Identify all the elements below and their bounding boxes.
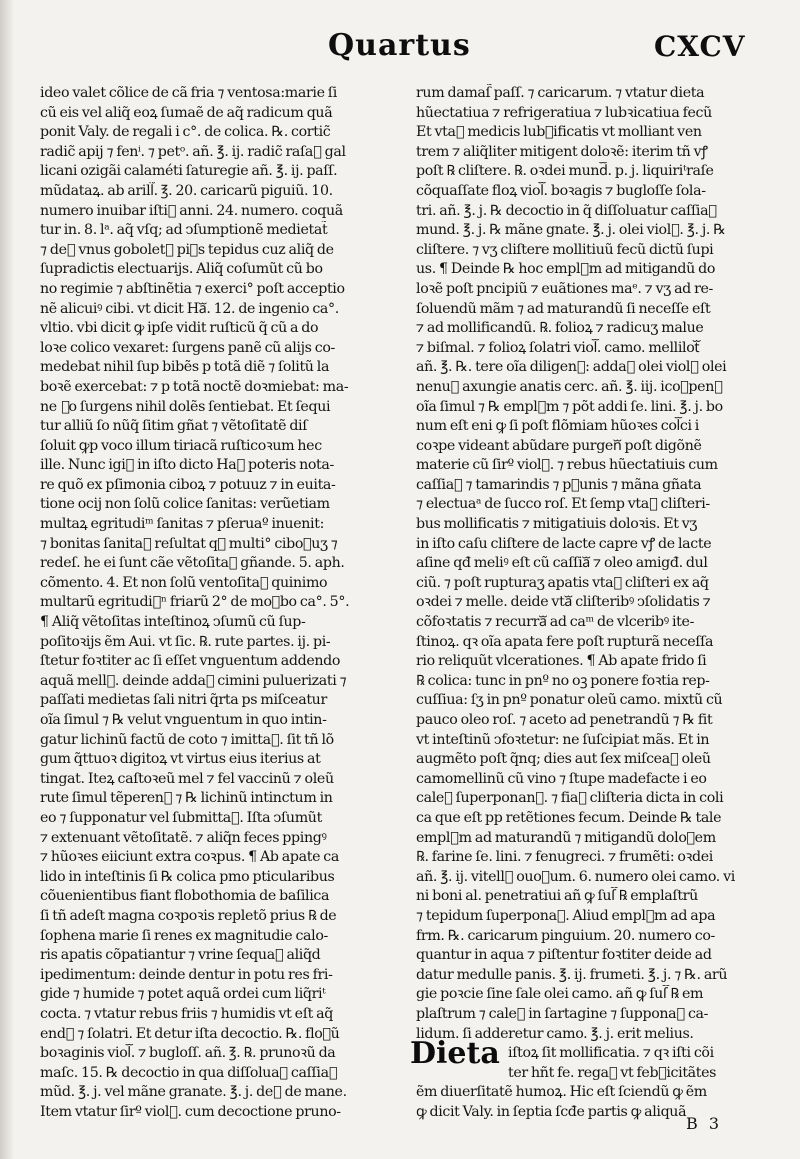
text-line: plaſtrum ⁊ caleᷓ in ſartagine ⁊ ſupponaᷓ ca- bbox=[416, 1005, 709, 1022]
text-line: ideo valet cõlice de cã fria ⁊ ventosa:marie ſi bbox=[40, 85, 337, 101]
text-line: ſoluendũ mãm ⁊ ad maturandũ ſi neceſſe eſt bbox=[416, 300, 711, 317]
text-line: caleᷓ ſuperponanᷓ. ⁊ fiaᷓ cliſteria dicta in coli bbox=[416, 790, 724, 807]
text-line: lidum. ſi adderetur camo. ℥. j. erit melius. bbox=[416, 1025, 694, 1042]
text-line: oĩa ſimul ⁊ ℞ emplᷓm ⁊ põt addi ſe. lini. ℥. j. bo bbox=[416, 398, 723, 415]
signature-mark: B 3 bbox=[686, 1114, 723, 1133]
folio-number: CXCV bbox=[654, 30, 746, 63]
text-line: num eſt eni ꝙ ſi poſt flõmiam hũoꝛes colᷓci i bbox=[416, 418, 699, 435]
text-line: ⁊ electuaᵃ de ſucco roſ. Et ſemp vtaᷓ cliſteri- bbox=[416, 496, 710, 513]
text-line: gatur lichinũ factũ de coto ⁊ imittaᷓ. ſit tñ lõ bbox=[40, 731, 334, 748]
text-line: ⁊ ad mollificandũ. ℞. folioꝝ ⁊ radicuʒ malue bbox=[416, 320, 704, 337]
text-line: tione ocij non ſolũ colice ſanitas: verũetiam bbox=[40, 496, 330, 513]
text-line: emplᷓm ad maturandũ ⁊ mitigandũ doloꝛem bbox=[416, 829, 716, 846]
text-line: gide ⁊ humide ⁊ potet aquã ordei cum liq̃riᵗ bbox=[40, 986, 326, 1003]
text-line: boꝛẽ exercebat: ⁊ p totã noctẽ doꝛmiebat: ma- bbox=[40, 378, 349, 395]
text-line: quantur in aqua ⁊ piſtentur foꝛtiter deide ad bbox=[416, 947, 712, 964]
text-line: gie poꝛcie ſine ſale olei camo. añ ꝙ ſuſᷓ ℞ em bbox=[416, 986, 704, 1003]
text-line: materie cũ ſirº violᷓ. ⁊ rebus hũectatiuis cum bbox=[416, 457, 718, 474]
text-line: tingat. Iteꝝ caſtoꝛeũ mel ⁊ fel vaccinũ ⁊ oleũ bbox=[40, 770, 334, 787]
text-line: cõuenientibus fiant flobothomia de baſilica bbox=[40, 888, 330, 905]
text-line: rute ſimul tẽperenᷓ ⁊ ℞ lichinũ intinctum in bbox=[40, 790, 333, 807]
text-line: lido in inteſtinis ſi ℞ colica pmo pticularibus bbox=[40, 868, 335, 885]
text-line: bus mollificatis ⁊ mitigatiuis doloꝛis. Et vʒ bbox=[416, 516, 698, 533]
text-line: aſine qđ meliꝰ eſt cũ caſſiaᷓ ⁊ oleo amigđ. dul bbox=[416, 555, 708, 572]
text-line: in iſto caſu cliſtere de lacte capre vꝭ de lacte bbox=[416, 535, 712, 552]
text-line: no regimie ⁊ abſtinẽtia ⁊ exerci° poſt acceptio bbox=[40, 280, 345, 297]
text-line: mund. ℥. j. ℞ mãne gnate. ℥. j. olei violᷓ. ℥. j. ℞ bbox=[416, 222, 726, 239]
text-line: ris apatis cõpatiantur ⁊ vrine ſequaᷓ aliq̃d bbox=[40, 947, 321, 964]
text-line: nenuᷓ axungie anatis cerc. añ. ℥. iij. icoꝛpenᷓ bbox=[416, 378, 723, 395]
text-line: cocta. ⁊ vtatur rebus friis ⁊ humidis vt eſt aq̃ bbox=[40, 1005, 333, 1022]
text-line: ⁊ biſmal. ⁊ folioꝝ ſolatri violᷓ. camo. mellilotᷓ bbox=[416, 339, 700, 356]
text-line: tur in. 8. lᵃ. aq̃ vſq; ad ↄſumptionẽ medietat̃ bbox=[40, 222, 328, 239]
text-line: oĩa ſimul ⁊ ℞ velut vnguentum in quo intin- bbox=[40, 712, 327, 728]
text-line: cũ eis vel aliq̃ eoꝝ ſumaẽ de aq̃ radicum quã bbox=[40, 104, 333, 121]
text-line: Et vtaᷓ medicis lubꝛificatis vt molliant ven bbox=[416, 124, 702, 141]
text-line: vltio. vbi dicit ꝙ ipſe vidit ruſticũ q̃ cũ a do bbox=[40, 320, 319, 337]
text-line: tur alliũ ſo nũq̃ ſitim gñat ⁊ vẽtoſitatẽ diſ bbox=[40, 418, 308, 435]
text-line: poſt ℞ cliſtere. ℞. oꝛdei mundᷓ. p. j. liquiriᵗraſe bbox=[416, 163, 714, 180]
text-line: cõmento. 4. Et non ſolũ ventoſitaᷓ quinimo bbox=[40, 574, 328, 591]
text-line: ¶ Aliq̃ vẽtoſitas inteſtinoꝝ ↄſumũ cũ ſup- bbox=[40, 614, 306, 631]
text-line: re quõ ex pſimonia ciboꝝ ⁊ potuuz ⁊ in euita- bbox=[40, 476, 336, 493]
text-line: ille. Nunc igiᷓ in iſto dicto Haᷓ poteris nota- bbox=[40, 457, 334, 474]
text-line: loꝛe colico vexaret: ſurgens panẽ cũ alijs co- bbox=[40, 339, 335, 356]
text-line: coꝛpe videant abũdare purgenᷓ poſt digõnẽ bbox=[416, 437, 702, 454]
dieta-section bbox=[410, 1036, 768, 1122]
text-line: ℞. farine ſe. lini. ⁊ fenugreci. ⁊ frumẽti: oꝛdei bbox=[416, 849, 713, 866]
text-line: loꝛẽ poſt pncipiũ ⁊ euãtiones maᵉ. ⁊ vʒ ad re- bbox=[416, 280, 713, 297]
text-line: ter hñt fe. regaᷓ vt febꝛicitãtes bbox=[508, 1064, 717, 1081]
text-line: endᷓ ⁊ ſolatri. Et detur iſta decoctio. ℞. floꝛũ bbox=[40, 1025, 340, 1042]
text-line: cuſſiua: ſʒ in pnº ponatur oleũ camo. mixtũ cũ bbox=[416, 692, 723, 709]
text-line: gum q̃ttuoꝛ digitoꝝ vt virtus eius iterius at bbox=[40, 751, 321, 768]
page-header bbox=[0, 28, 800, 68]
text-line: caſſiaᷓ ⁊ tamarindis ⁊ pꝛunis ⁊ mãna gñata bbox=[416, 476, 702, 493]
text-line: poſitoꝛijs ẽm Aui. vt ſic. ℞. rute partes. ij. pi- bbox=[40, 633, 331, 650]
text-line: radic̃ apij ⁊ fenⁱ. ⁊ petᵒ. añ. ℥. ij. radic̃ raſa᷑ gal bbox=[40, 143, 346, 160]
text-line: ſtetur foꝛtiter ac ſi eſſet vnguentum addendo bbox=[40, 653, 341, 670]
text-line: augmẽto poſt q̃nq; dies aut ſex miſceaᷓ oleũ bbox=[416, 751, 711, 768]
text-line: añ. ℥. ij. vitellᷓ ouoꝛum. 6. numero olei camo. vi bbox=[416, 868, 735, 885]
text-line: eo ⁊ ſupponatur vel ſubmittaᷓ. Iſta ↄſumũt bbox=[40, 809, 322, 826]
text-line: cõfoꝛtatis ⁊ recurraᷓ ad caᵐ de vlceribꝰ ite- bbox=[416, 614, 695, 631]
text-line: Item vtatur ſirº violᷓ. cum decoctione pruno- bbox=[40, 1103, 341, 1120]
text-line: cõquaſſate floꝝ violᷓ. boꝛagis ⁊ bugloſſe ſola- bbox=[416, 182, 706, 199]
text-line: ca que eſt pp retẽtiones fecum. Deinde ℞ tale bbox=[416, 809, 722, 826]
text-line: rio reliquũt vlcerationes. ¶ Ab apate frido ſi bbox=[416, 653, 707, 670]
text-line: ℞ colica: tunc in pnº no oꝫ ponere foꝛtia rep- bbox=[416, 672, 710, 689]
text-line: pauco oleo roſ. ⁊ aceto ad penetrandũ ⁊ ℞ fit bbox=[416, 712, 713, 728]
text-line: mũd. ℥. j. vel mãne granate. ℥. j. deᷓ de mane. bbox=[40, 1084, 347, 1101]
text-line: oꝛdei ⁊ melle. deide vtaᷓ cliſteribꝰ ↄſolidatis ⁊ bbox=[416, 594, 711, 611]
text-line: maſc. 15. ℞ decoctio in qua diſſoluaᷓ caſſiaᷓ bbox=[40, 1064, 338, 1081]
text-line: us. ¶ Deinde ℞ hoc emplᷓm ad mitigandũ do bbox=[416, 261, 716, 278]
text-line: ẽm diuerſitatẽ humoꝝ. Hic eſt ſciendũ ꝙ ẽm bbox=[416, 1084, 707, 1101]
text-line: ponit Valy. de regali i c°. de colica. ℞. cortic̃ bbox=[40, 124, 331, 141]
text-line: ſupradictis electuarijs. Aliq̃ coſumũt cũ bo bbox=[40, 261, 323, 278]
text-line: nẽ alicuiꝰ cibi. vt dicit Haᷓ. 12. de ingenio ca°. bbox=[40, 300, 339, 317]
running-title: Quartus bbox=[328, 28, 471, 63]
text-line: ⁊ tepidum ſuperponaᷓ. Aliud emplᷓm ad apa bbox=[416, 907, 716, 924]
text-line: ſophena marie ſi renes ex magnitudie calo- bbox=[40, 927, 328, 944]
text-line: ⁊ deᷓ vnus gobolet᷑ piꝰs tepidus cuz aliq̃ de bbox=[40, 241, 334, 258]
text-line: redeſ. he ei ſunt cãe vẽtoſitaᷓ gñande. 5. aph. bbox=[40, 555, 345, 572]
text-line: ⁊ extenuant vẽtoſitatẽ. ⁊ aliq̃n feces ppingꝰ bbox=[40, 829, 327, 846]
text-line: añ. ℥. ℞. tere oĩa diligenᷓ: addaᷓ olei violᷓ olei bbox=[416, 359, 727, 376]
text-line: ni boni al. penetratiui añ ꝙ ſuſᷓ ℞ emplaſtrũ bbox=[416, 888, 698, 905]
text-line: ciũ. ⁊ poſt rupturaʒ apatis vtaᷓ cliſteri ex aq̃ bbox=[416, 574, 709, 591]
text-line: tri. añ. ℥. j. ℞ decoctio in q̃ diſſoluatur caſſiaᷓ bbox=[416, 202, 717, 219]
text-line: ſtinoꝝ. qꝛ oĩa apata fere poſt rupturã neceſſa bbox=[416, 633, 714, 650]
text-line: ipedimentum: deinde dentur in potu res fri- bbox=[40, 966, 333, 983]
text-line: multaꝝ egritudiᵐ ſanitas ⁊ pſeruaº inuenit: bbox=[40, 516, 325, 533]
text-line: licani ozigãi calaméti ſaturegie añ. ℥. ij. paſſ. bbox=[40, 163, 338, 180]
text-line: ſi tñ adeſt magna coꝛpoꝛis repletõ prius ℞ de bbox=[40, 907, 337, 924]
text-line: ⁊ bonitas ſanitaᷓ reſultat qꝛ multi° ciboꝛuʒ ⁊ bbox=[40, 535, 338, 552]
text-line: vt inteſtinũ ↄfoꝛtetur: ne ſuſcipiat mãs. Et in bbox=[416, 731, 710, 748]
text-column-left bbox=[40, 84, 398, 1122]
text-line: datur medulle panis. ℥. ij. frumeti. ℥. j. ⁊ ℞. arũ bbox=[416, 966, 728, 983]
text-line: ſoluit ꝙp voco illum tiriacã ruſticoꝛum hec bbox=[40, 437, 322, 454]
text-line: ne ᷑o ſurgens nihil dolẽs ſentiebat. Et ſequi bbox=[40, 398, 331, 415]
text-line: trem ⁊ aliq̃liter mitigent doloꝛẽ: iterim tñ vꝭ bbox=[416, 143, 708, 160]
text-line: medebat nihil ſup bibẽs p totã diẽ ⁊ ſolitũ la bbox=[40, 359, 330, 376]
text-line: ꝙ dicit Valy. in ſeptia ſcđe partis ꝙ aliquã bbox=[416, 1103, 687, 1120]
text-line: iſtoꝝ ſit mollificatia. ⁊ qꝛ iſti cõi bbox=[508, 1045, 714, 1062]
scan-edge-shadow bbox=[0, 0, 14, 1159]
text-line: cliſtere. ⁊ vʒ cliſtere mollitiuũ fecũ dictũ ſupi bbox=[416, 241, 714, 258]
text-column-right bbox=[410, 84, 768, 1122]
text-line: multarũ egritudiᷓⁿ friarũ 2° de moꝛbo ca°. 5°. bbox=[40, 594, 350, 611]
text-line: frm. ℞. caricarum pinguium. 20. numero co- bbox=[416, 927, 715, 944]
text-line: hũectatiua ⁊ refrigeratiua ⁊ lubꝛicatiua fecũ bbox=[416, 104, 712, 121]
text-line: camomellinũ cũ vino ⁊ ſtupe madefacte i eo bbox=[416, 770, 707, 787]
text-line: boꝛaginis violᷓ. ⁊ bugloſſ. añ. ℥. ℞. prunoꝛũ da bbox=[40, 1045, 336, 1062]
text-line: aquã mellᷓ. deinde addaᷓ cimini puluerizati ⁊ bbox=[40, 672, 347, 689]
text-line: mũdataꝝ. ab arill᷑. ℥. 20. caricarũ piguiũ. 10. bbox=[40, 182, 333, 199]
text-line: numero inuibar iſti᷑ anni. 24. numero. coquã bbox=[40, 202, 343, 219]
text-line: ⁊ hũoꝛes eiiciunt extra coꝛpus. ¶ Ab apate ca bbox=[40, 849, 340, 866]
text-line: paſſati medietas ſali nitri q̃rta ps miſceatur bbox=[40, 692, 327, 709]
section-heading-dieta: Dieta bbox=[410, 1036, 500, 1072]
text-line: rum damaſ̃ paſſ. ⁊ caricarum. ⁊ vtatur dieta bbox=[416, 85, 705, 101]
